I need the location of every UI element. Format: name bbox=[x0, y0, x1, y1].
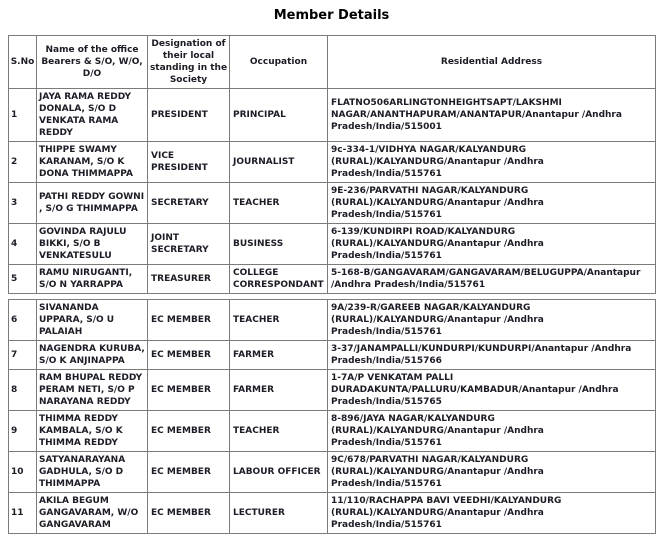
header-sno: S.No bbox=[9, 36, 37, 89]
member-occupation: LABOUR OFFICER bbox=[230, 452, 328, 493]
member-sno: 11 bbox=[9, 493, 37, 534]
table-body-part-1 bbox=[9, 89, 656, 294]
member-name: THIPPE SWAMY KARANAM, S/O K DONA THIMMAPPA bbox=[37, 142, 148, 183]
member-sno: 8 bbox=[9, 370, 37, 411]
header-occupation: Occupation bbox=[230, 36, 328, 89]
member-name: JAYA RAMA REDDY DONALA, S/O D VENKATA RAMA REDDY bbox=[37, 89, 148, 142]
member-occupation: BUSINESS bbox=[230, 224, 328, 265]
member-row bbox=[9, 452, 656, 493]
member-address: 3-37/JANAMPALLI/KUNDURPI/KUNDURPI/Anantapur /Andhra Pradesh/India/515766 bbox=[328, 341, 656, 370]
header-address: Residential Address bbox=[328, 36, 656, 89]
member-designation: SECRETARY bbox=[148, 183, 230, 224]
member-row bbox=[9, 142, 656, 183]
member-designation: PRESIDENT bbox=[148, 89, 230, 142]
member-sno: 1 bbox=[9, 89, 37, 142]
member-sno: 3 bbox=[9, 183, 37, 224]
member-row bbox=[9, 493, 656, 534]
member-sno: 6 bbox=[9, 300, 37, 341]
member-name: GOVINDA RAJULU BIKKI, S/O B VENKATESULU bbox=[37, 224, 148, 265]
member-name: RAMU NIRUGANTI, S/O N YARRAPPA bbox=[37, 265, 148, 294]
member-row bbox=[9, 370, 656, 411]
table-header bbox=[9, 36, 656, 89]
member-address: 8-896/JAYA NAGAR/KALYANDURG (RURAL)/KALYANDURG/Anantapur /Andhra Pradesh/India/515761 bbox=[328, 411, 656, 452]
member-address: 9A/239-R/GAREEB NAGAR/KALYANDURG (RURAL)/KALYANDURG/Anantapur /Andhra Pradesh/India/515761 bbox=[328, 300, 656, 341]
member-table-part-1 bbox=[8, 35, 656, 294]
member-address: 11/110/RACHAPPA BAVI VEEDHI/KALYANDURG (RURAL)/KALYANDURG/Anantapur /Andhra Pradesh/India/515761 bbox=[328, 493, 656, 534]
member-address: 9E-236/PARVATHI NAGAR/KALYANDURG (RURAL)/KALYANDURG/Anantapur /Andhra Pradesh/India/515761 bbox=[328, 183, 656, 224]
member-name: NAGENDRA KURUBA, S/O K ANJINAPPA bbox=[37, 341, 148, 370]
member-designation: EC MEMBER bbox=[148, 493, 230, 534]
member-row bbox=[9, 183, 656, 224]
member-designation: EC MEMBER bbox=[148, 452, 230, 493]
member-occupation: TEACHER bbox=[230, 300, 328, 341]
member-row bbox=[9, 300, 656, 341]
member-address: 9c-334-1/VIDHYA NAGAR/KALYANDURG (RURAL)/KALYANDURG/Anantapur /Andhra Pradesh/India/515761 bbox=[328, 142, 656, 183]
member-designation: EC MEMBER bbox=[148, 411, 230, 452]
member-name: AKILA BEGUM GANGAVARAM, W/O GANGAVARAM bbox=[37, 493, 148, 534]
member-address: FLATNO506ARLINGTONHEIGHTSAPT/LAKSHMI NAGAR/ANANTHAPURAM/ANANTAPUR/Anantapur /Andhra Pradesh/India/515001 bbox=[328, 89, 656, 142]
member-sno: 10 bbox=[9, 452, 37, 493]
header-designation: Designation of their local standing in the Society bbox=[148, 36, 230, 89]
member-row bbox=[9, 224, 656, 265]
member-address: 5-168-B/GANGAVARAM/GANGAVARAM/BELUGUPPA/Anantapur /Andhra Pradesh/India/515761 bbox=[328, 265, 656, 294]
member-designation: EC MEMBER bbox=[148, 341, 230, 370]
member-row bbox=[9, 265, 656, 294]
member-name: THIMMA REDDY KAMBALA, S/O K THIMMA REDDY bbox=[37, 411, 148, 452]
member-row bbox=[9, 411, 656, 452]
member-row bbox=[9, 341, 656, 370]
member-occupation: LECTURER bbox=[230, 493, 328, 534]
member-address: 9C/678/PARVATHI NAGAR/KALYANDURG (RURAL)/KALYANDURG/Anantapur /Andhra Pradesh/India/515761 bbox=[328, 452, 656, 493]
member-name: SATYANARAYANA GADHULA, S/O D THIMMAPPA bbox=[37, 452, 148, 493]
header-name: Name of the office Bearers & S/O, W/O, D/O bbox=[37, 36, 148, 89]
table-body-part-2 bbox=[9, 300, 656, 534]
member-occupation: JOURNALIST bbox=[230, 142, 328, 183]
member-name: SIVANANDA UPPARA, S/O U PALAIAH bbox=[37, 300, 148, 341]
member-sno: 7 bbox=[9, 341, 37, 370]
member-occupation: COLLEGE CORRESPONDANT bbox=[230, 265, 328, 294]
member-designation: VICE PRESIDENT bbox=[148, 142, 230, 183]
member-sno: 2 bbox=[9, 142, 37, 183]
member-sno: 4 bbox=[9, 224, 37, 265]
member-address: 1-7A/P VENKATAM PALLI DURADAKUNTA/PALLURU/KAMBADUR/Anantapur /Andhra Pradesh/India/515765 bbox=[328, 370, 656, 411]
header-row bbox=[9, 36, 656, 89]
page-title: Member Details bbox=[273, 8, 390, 23]
member-designation: TREASURER bbox=[148, 265, 230, 294]
member-sno: 5 bbox=[9, 265, 37, 294]
member-sno: 9 bbox=[9, 411, 37, 452]
member-name: RAM BHUPAL REDDY PERAM NETI, S/O P NARAYANA REDDY bbox=[37, 370, 148, 411]
member-designation: JOINT SECRETARY bbox=[148, 224, 230, 265]
member-row bbox=[9, 89, 656, 142]
member-name: PATHI REDDY GOWNI , S/O G THIMMAPPA bbox=[37, 183, 148, 224]
member-occupation: TEACHER bbox=[230, 411, 328, 452]
member-designation: EC MEMBER bbox=[148, 300, 230, 341]
member-table-part-2 bbox=[8, 299, 656, 534]
member-designation: EC MEMBER bbox=[148, 370, 230, 411]
member-address: 6-139/KUNDIRPI ROAD/KALYANDURG (RURAL)/KALYANDURG/Anantapur /Andhra Pradesh/India/515761 bbox=[328, 224, 656, 265]
member-occupation: PRINCIPAL bbox=[230, 89, 328, 142]
member-occupation: FARMER bbox=[230, 341, 328, 370]
member-occupation: TEACHER bbox=[230, 183, 328, 224]
member-occupation: FARMER bbox=[230, 370, 328, 411]
